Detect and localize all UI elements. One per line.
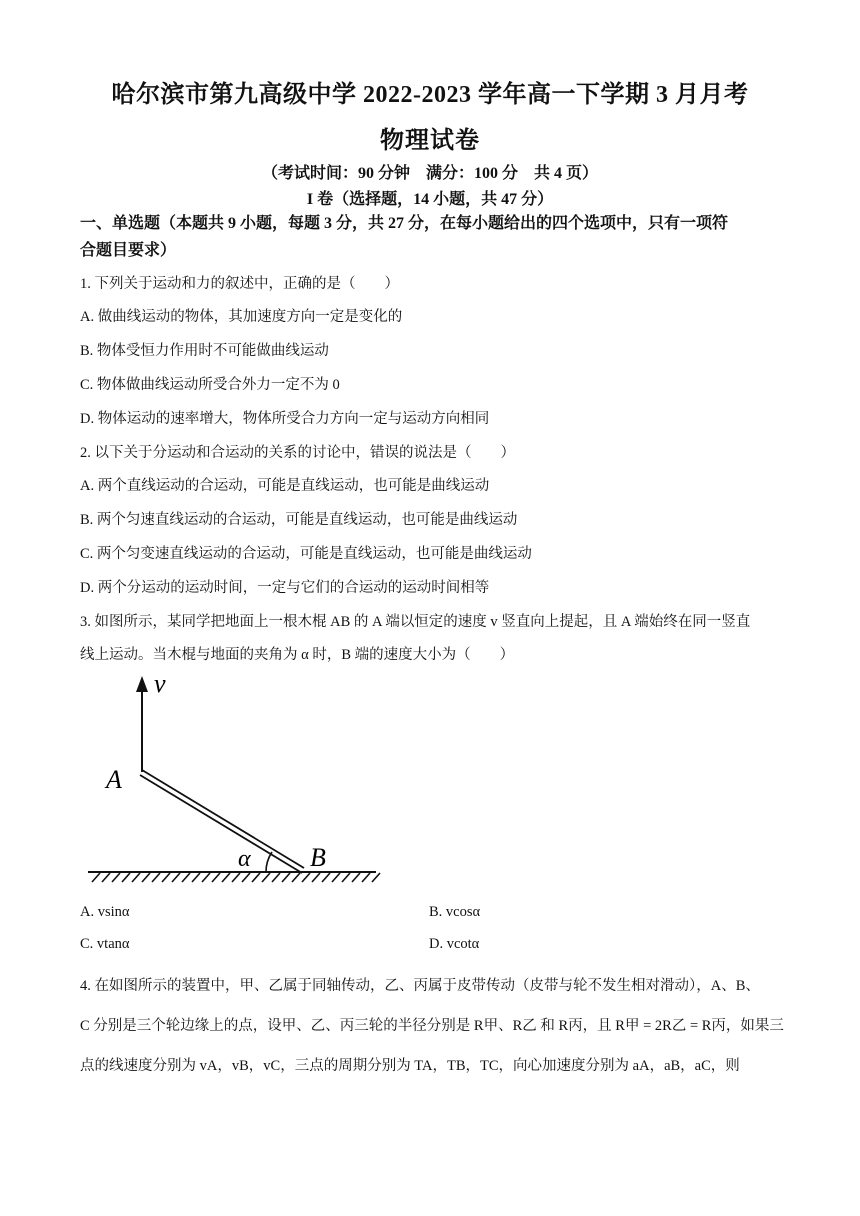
label-a: A xyxy=(106,765,122,794)
q3-option-d: D. vcotα xyxy=(429,936,480,952)
q3-option-b: B. vcosα xyxy=(429,904,481,920)
label-b: B xyxy=(310,843,326,872)
hatch-mark xyxy=(342,873,350,882)
q3-option-c: C. vtanα xyxy=(80,936,130,952)
hatch-mark xyxy=(352,873,360,882)
hatch-mark xyxy=(212,873,220,882)
hatch-mark xyxy=(182,873,190,882)
q3-option-a: A. vsinα xyxy=(80,904,130,920)
stick-edge-top xyxy=(142,770,304,868)
hatch-mark xyxy=(132,873,140,882)
subject-title: 物理试卷 xyxy=(380,128,480,154)
q1-option-c: C. 物体做曲线运动所受合外力一定不为 0 xyxy=(80,377,340,393)
hatch-mark xyxy=(302,873,310,882)
label-v: v xyxy=(154,669,166,698)
q1-stem: 1. 下列关于运动和力的叙述中，正确的是（ ） xyxy=(80,276,399,292)
hatch-mark xyxy=(322,873,330,882)
hatch-mark xyxy=(372,873,380,882)
hatch-mark xyxy=(92,873,100,882)
q1-option-b: B. 物体受恒力作用时不可能做曲线运动 xyxy=(80,343,329,359)
q2-option-d: D. 两个分运动的运动时间，一定与它们的合运动的运动时间相等 xyxy=(80,580,490,596)
stick-figure xyxy=(82,668,382,888)
hatch-mark xyxy=(362,873,370,882)
q1-option-d: D. 物体运动的速率增大，物体所受合力方向一定与运动方向相同 xyxy=(80,411,490,427)
hatch-mark xyxy=(112,873,120,882)
hatch-mark xyxy=(292,873,300,882)
hatch-mark xyxy=(102,873,110,882)
hatch-mark xyxy=(332,873,340,882)
hatch-mark xyxy=(202,873,210,882)
section-heading-line1: 一、单选题（本题共 9 小题，每题 3 分，共 27 分，在每小题给出的四个选项中，只有一项符 xyxy=(80,215,729,232)
volume-heading: I 卷（选择题，14 小题，共 47 分） xyxy=(306,191,554,208)
hatch-mark xyxy=(142,873,150,882)
hatch-mark xyxy=(282,873,290,882)
hatch-mark xyxy=(232,873,240,882)
hatch-mark xyxy=(222,873,230,882)
section-heading-line2: 合题目要求） xyxy=(80,242,177,259)
hatch-mark xyxy=(262,873,270,882)
hatch-mark xyxy=(242,873,250,882)
hatch-mark xyxy=(252,873,260,882)
section-heading xyxy=(80,210,790,264)
q2-option-a: A. 两个直线运动的合运动，可能是直线运动，也可能是曲线运动 xyxy=(80,478,490,494)
exam-info: （考试时间：90 分钟 满分：100 分 共 4 页） xyxy=(261,165,598,182)
label-alpha: α xyxy=(238,846,251,872)
angle-arc xyxy=(266,852,272,872)
hatch-mark xyxy=(152,873,160,882)
hatch-mark xyxy=(122,873,130,882)
q4-line3: 点的线速度分别为 vA，vB，vC，三点的周期分别为 TA，TB，TC，向心加速度分别为 aA，aB，aC，则 xyxy=(80,1058,740,1074)
ground-hatching xyxy=(92,873,380,882)
q3-stem-line1: 3. 如图所示，某同学把地面上一根木棍 AB 的 A 端以恒定的速度 v 竖直向上提起，且 A 端始终在同一竖直 xyxy=(80,614,751,630)
velocity-arrowhead xyxy=(136,676,148,692)
q2-stem: 2. 以下关于分运动和合运动的关系的讨论中，错误的说法是（ ） xyxy=(80,445,515,461)
hatch-mark xyxy=(172,873,180,882)
hatch-mark xyxy=(162,873,170,882)
q4-line1: 4. 在如图所示的装置中，甲、乙属于同轴传动，乙、丙属于皮带传动（皮带与轮不发生相对滑动），A、B、 xyxy=(80,978,760,994)
q2-option-c: C. 两个匀变速直线运动的合运动，可能是直线运动，也可能是曲线运动 xyxy=(80,546,532,562)
hatch-mark xyxy=(192,873,200,882)
stick-edge-bottom xyxy=(140,775,302,873)
q1-option-a: A. 做曲线运动的物体，其加速度方向一定是变化的 xyxy=(80,309,403,325)
hatch-mark xyxy=(312,873,320,882)
exam-title: 哈尔滨市第九高级中学 2022-2023 学年高一下学期 3 月月考 xyxy=(111,82,749,108)
hatch-mark xyxy=(272,873,280,882)
q3-stem-line2: 线上运动。当木棍与地面的夹角为 α 时，B 端的速度大小为（ ） xyxy=(80,647,515,663)
q2-option-b: B. 两个匀速直线运动的合运动，可能是直线运动，也可能是曲线运动 xyxy=(80,512,518,528)
q4-line2: C 分别是三个轮边缘上的点，设甲、乙、丙三轮的半径分别是 R甲、R乙 和 R丙，且 R甲 = 2R乙 = R丙，如果三 xyxy=(80,1018,784,1034)
